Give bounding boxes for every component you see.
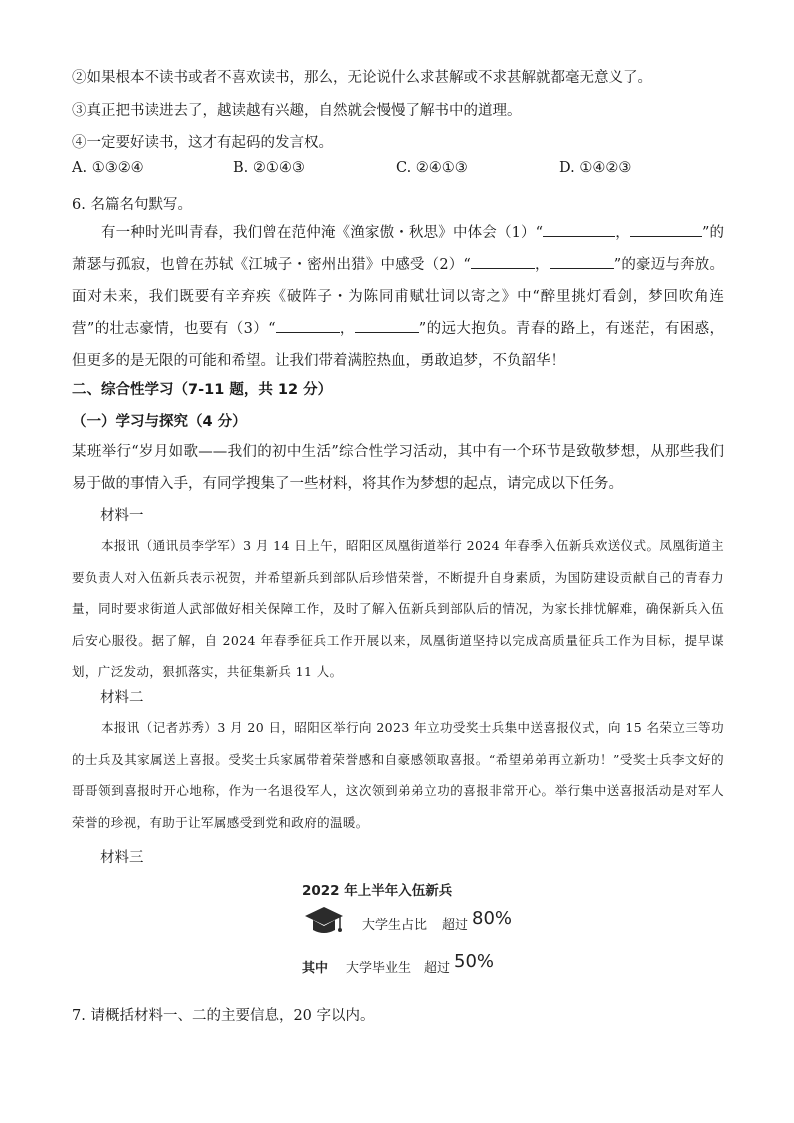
material-2-title: 材料二 (100, 690, 144, 706)
blank-3a[interactable] (276, 318, 340, 333)
choice-b: B. ②①④③ (233, 160, 305, 176)
material-3-title: 材料三 (100, 850, 144, 866)
option-line-3: ③真正把书读进去了，越读越有兴趣，自然就会慢慢了解书中的道理。 (72, 103, 522, 119)
choice-a: A. ①③②④ (72, 160, 144, 176)
material-1-text: 本报讯（通讯员李学军）3 月 14 日上午，昭阳区凤凰街道举行 2024 年春季入伍新兵欢送仪式。凤凰街道主要负责人对入伍新兵表示祝贺，并希望新兵到部队后珍惜荣誉，不断提升自身素质，为国防建设贡献自己的青春力量，同时要求街道人武部做好相关保障工作，及时了解入伍新兵到部队后的情况，为家长排忧解难，确保新兵入伍后安心服役。据了解，自 2024 年春季征兵工作开展以来，凤凰街道坚持以完成高质量征兵工作为目标，提早谋划，广泛发动，狠抓落实，共征集新兵 11 人。 (72, 538, 724, 679)
choice-d: D. ①④②③ (559, 160, 632, 176)
section-2-title: 二、综合性学习（7-11 题，共 12 分） (72, 382, 333, 398)
question-7: 7. 请概括材料一、二的主要信息，20 字以内。 (72, 1008, 375, 1024)
graduates-value: 50% (454, 951, 495, 972)
infographic-row-university-students (304, 905, 540, 939)
option-line-4: ④一定要好读书，这才有起码的发言权。 (72, 135, 333, 151)
material-1-title: 材料一 (100, 508, 144, 524)
blank-1b[interactable] (630, 222, 702, 237)
infographic-row-graduates (302, 951, 538, 979)
blank-2b[interactable] (550, 254, 614, 269)
question-6-heading: 6. 名篇名句默写。 (72, 197, 192, 213)
option-line-2: ②如果根本不读书或者不喜欢读书，那么，无论说什么求甚解或不求甚解就都毫无意义了。 (72, 70, 652, 86)
graduates-lead: 其中 (302, 961, 329, 976)
graduation-cap-icon (304, 905, 344, 939)
infographic-title: 2022 年上半年入伍新兵 (302, 883, 453, 899)
blank-3b[interactable] (355, 318, 419, 333)
subsection-1-title: （一）学习与探究（4 分） (72, 414, 247, 430)
university-share-value: 80% (472, 908, 513, 929)
university-share-label: 大学生占比 (362, 918, 428, 933)
material-2-text: 本报讯（记者苏秀）3 月 20 日，昭阳区举行向 2023 年立功受奖士兵集中送喜报仪式，向 15 名荣立三等功的士兵及其家属送上喜报。受奖士兵家属带着荣誉感和自豪感领取喜报。“希望弟弟再立新功！”受奖士兵李文好的哥哥领到喜报时开心地称，作为一名退役军人，这次领到弟弟立功的喜报非常开心。举行集中送喜报活动是对军人荣誉的珍视，有助于让军属感受到党和政府的温暖。 (72, 720, 724, 830)
activity-intro: 某班举行“岁月如歌——我们的初中生活”综合性学习活动，其中有一个环节是致敬梦想，从那些我们易于做的事情入手，有同学搜集了一些材料，将其作为梦想的起点，请完成以下任务。 (72, 444, 724, 492)
university-share-prefix: 超过 (442, 918, 469, 933)
choice-c: C. ②④①③ (396, 160, 468, 176)
graduates-prefix: 超过 (424, 961, 451, 976)
blank-1a[interactable] (543, 222, 615, 237)
graduates-label: 大学毕业生 (346, 961, 412, 976)
blank-2a[interactable] (471, 254, 535, 269)
recruit-infographic (300, 873, 540, 983)
question-6-passage: 有一种时光叫青春，我们曾在范仲淹《渔家傲・秋思》中体会（1）“ ， ”的萧瑟与孤寂，也曾在苏轼《江城子・密州出猎》中感受（2）“ ， ”的豪迈与奔放。面对未来，我们既要有辛弃疾《破阵子・为陈同甫赋壮词以寄之》中“醉里挑灯看剑，梦回吹角连营”的壮志豪情，也要有（3）“ ， ”的远大抱负。青春的路上，有迷茫，有困惑，但更多的是无限的可能和希望。让我们带着满腔热血，勇敢追梦，不负韶华！ (72, 217, 724, 377)
